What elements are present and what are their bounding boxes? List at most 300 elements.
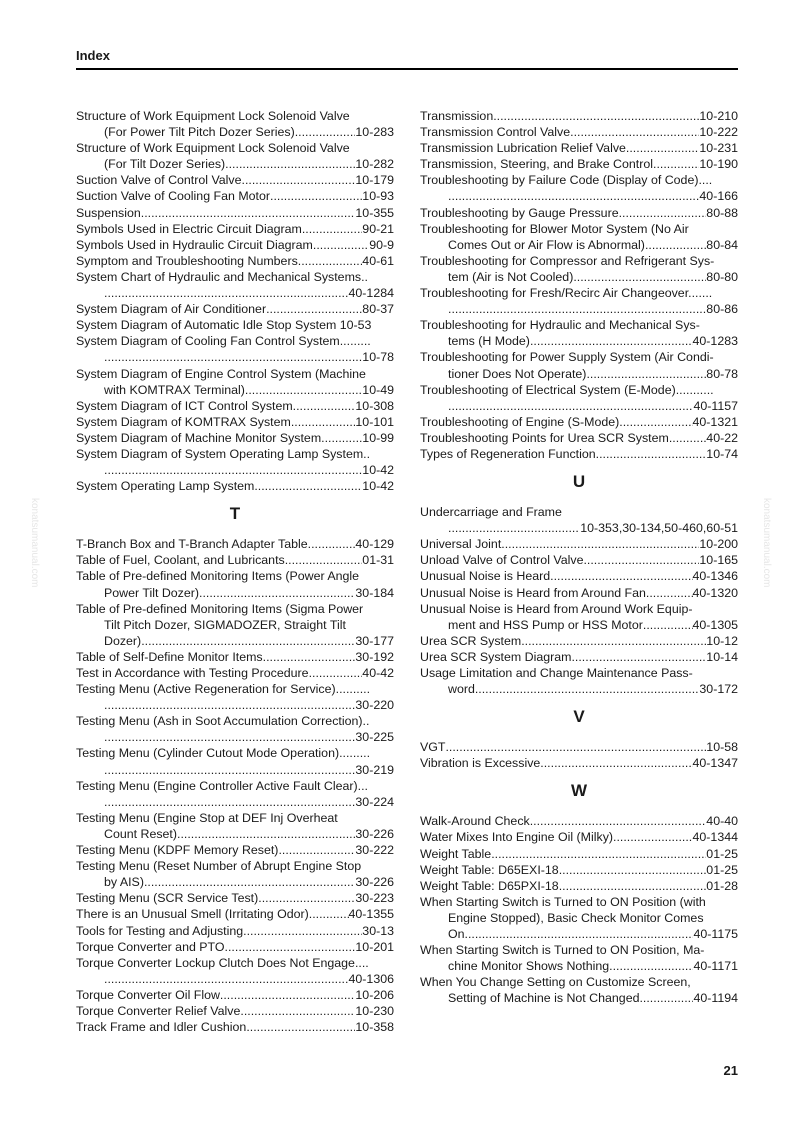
entry-title: Tools for Testing and Adjusting xyxy=(76,923,244,938)
index-entry-line xyxy=(420,221,738,237)
index-entry-line xyxy=(76,681,394,697)
entry-title: Table of Fuel, Coolant, and Lubricants xyxy=(76,553,285,568)
index-entry xyxy=(420,862,738,878)
index-entry xyxy=(76,810,394,842)
entry-title: (For Tilt Dozer Series) xyxy=(104,157,226,172)
index-entry-line xyxy=(420,398,738,414)
entry-title: System Diagram of Automatic Idle Stop System 10-53 xyxy=(76,318,372,333)
index-entry xyxy=(76,939,394,955)
index-entry-line xyxy=(420,188,738,204)
dot-leader xyxy=(240,1003,355,1019)
page-reference[interactable]: 10-190 xyxy=(699,157,738,172)
page-reference[interactable]: 40-1283 xyxy=(692,334,738,349)
index-entry-line xyxy=(420,156,738,172)
dot-leader xyxy=(583,552,699,568)
dot-leader xyxy=(104,285,349,301)
page-reference[interactable]: 40-166 xyxy=(699,189,738,204)
index-entry xyxy=(420,739,738,755)
dot-leader xyxy=(646,585,693,601)
page-reference[interactable]: 90-21 xyxy=(362,221,394,236)
page-reference[interactable]: 90-9 xyxy=(369,237,394,252)
dot-leader xyxy=(246,1019,355,1035)
page-reference[interactable]: 10-42 xyxy=(362,463,394,478)
entry-title: When Starting Switch is Turned to ON Position (with xyxy=(420,894,706,909)
dot-leader xyxy=(104,697,355,713)
header-title: Index xyxy=(76,48,110,63)
page-reference[interactable]: 30-184 xyxy=(355,585,394,600)
index-entry-line xyxy=(76,906,394,922)
page-reference[interactable]: 80-86 xyxy=(706,302,738,317)
entry-title: System Diagram of Engine Control System (Machine xyxy=(76,366,366,381)
index-entry xyxy=(420,536,738,552)
dot-leader xyxy=(308,536,356,552)
index-entry-line xyxy=(76,890,394,906)
entry-title: System Diagram of Air Conditioner xyxy=(76,302,267,317)
index-entry-line xyxy=(420,301,738,317)
page-reference[interactable]: 30-226 xyxy=(355,826,394,841)
entry-title: Setting of Machine is Not Changed xyxy=(448,991,640,1006)
page-reference[interactable]: 01-28 xyxy=(706,878,738,893)
index-entry xyxy=(420,568,738,584)
index-entry xyxy=(420,552,738,568)
index-entry xyxy=(76,1019,394,1035)
page-reference[interactable]: 10-58 xyxy=(706,740,738,755)
page-reference[interactable]: 30-13 xyxy=(362,923,394,938)
index-entry-line xyxy=(76,729,394,745)
index-entry xyxy=(76,906,394,922)
entry-title: Weight Table: D65PXI-18 xyxy=(420,878,559,893)
index-entry-line xyxy=(76,810,394,826)
dot-leader xyxy=(493,108,699,124)
index-section-letter: W xyxy=(570,781,588,801)
page-reference[interactable]: 10-74 xyxy=(706,446,738,461)
index-entry-line xyxy=(76,430,394,446)
dot-leader xyxy=(626,140,699,156)
entry-title: Universal Joint xyxy=(420,537,502,552)
entry-title: Symptom and Troubleshooting Numbers xyxy=(76,253,298,268)
index-entry-line xyxy=(76,778,394,794)
index-entry xyxy=(76,568,394,600)
index-entry-line xyxy=(76,842,394,858)
index-entry xyxy=(420,253,738,285)
entry-title: Structure of Work Equipment Lock Solenoid Valve xyxy=(76,141,350,156)
entry-title: Usage Limitation and Change Maintenance Pass- xyxy=(420,666,693,680)
entry-title: Unusual Noise is Heard from Around Work Equip- xyxy=(420,601,693,616)
index-entry-line xyxy=(420,846,738,862)
entry-title: System Diagram of Cooling Fan Control System......... xyxy=(76,334,371,349)
page-reference[interactable]: 40-1157 xyxy=(693,398,738,413)
entry-title: Suction Valve of Cooling Fan Motor xyxy=(76,189,270,204)
dot-leader xyxy=(220,987,355,1003)
entry-title: Torque Converter Lockup Clutch Does Not Engage.... xyxy=(76,955,369,970)
page-reference[interactable]: 40-42 xyxy=(362,666,394,680)
page-reference[interactable]: 40-1355 xyxy=(348,907,394,922)
page-reference[interactable]: 40-1321 xyxy=(692,414,738,429)
index-entry-line xyxy=(76,552,394,568)
dot-leader xyxy=(559,878,707,894)
page-reference[interactable]: 10-165 xyxy=(699,553,738,568)
index-entry-line xyxy=(420,414,738,430)
index-entry-line xyxy=(420,520,738,536)
index-entry-line xyxy=(76,221,394,237)
index-entry xyxy=(76,366,394,398)
index-entry xyxy=(76,205,394,221)
index-entry xyxy=(76,745,394,777)
index-entry-line xyxy=(420,124,738,140)
index-entry xyxy=(420,221,738,253)
page-reference[interactable]: 10-179 xyxy=(355,173,394,188)
entry-title: word xyxy=(448,682,475,697)
entry-title: Suction Valve of Control Valve xyxy=(76,173,242,188)
entry-title: Testing Menu (Ash in Soot Accumulation Correction).. xyxy=(76,714,370,729)
index-entry xyxy=(420,446,738,462)
page-reference[interactable]: 40-1305 xyxy=(692,617,738,632)
entry-title: Troubleshooting for Hydraulic and Mechanical Sys- xyxy=(420,318,700,333)
entry-title: Testing Menu (Engine Controller Active Fault Clear)... xyxy=(76,778,368,793)
index-section-letter: V xyxy=(573,707,585,727)
dot-leader xyxy=(104,794,355,810)
index-entry-line xyxy=(76,108,394,124)
page-reference[interactable]: 30-220 xyxy=(355,698,394,713)
entry-title: Troubleshooting for Fresh/Recirc Air Changeover....... xyxy=(420,286,713,301)
page-reference[interactable]: 40-1284 xyxy=(348,286,394,301)
index-entry xyxy=(420,349,738,381)
index-entry xyxy=(76,842,394,858)
index-entry xyxy=(76,478,394,494)
dot-leader xyxy=(550,568,692,584)
index-entry-line xyxy=(420,536,738,552)
page-reference[interactable]: 30-224 xyxy=(355,794,394,809)
index-entry xyxy=(420,317,738,349)
entry-title: Unusual Noise is Heard from Around Fan xyxy=(420,585,646,600)
index-entry-line xyxy=(76,478,394,494)
index-entry-line xyxy=(420,317,738,333)
entry-title: tioner Does Not Operate) xyxy=(448,366,587,381)
dot-leader xyxy=(295,124,356,140)
dot-leader xyxy=(596,446,707,462)
index-entry-line xyxy=(420,942,738,958)
dot-leader xyxy=(448,301,706,317)
entry-title: Testing Menu (Cylinder Cutout Mode Operation)......... xyxy=(76,746,371,761)
index-entry xyxy=(76,713,394,745)
page-reference[interactable]: 80-78 xyxy=(706,366,738,381)
dot-leader xyxy=(475,681,700,697)
page-reference[interactable]: 30-223 xyxy=(355,891,394,906)
index-entry-line xyxy=(76,124,394,140)
index-entry-line xyxy=(420,366,738,382)
page-reference[interactable]: 40-61 xyxy=(362,253,394,268)
page-reference[interactable]: 01-25 xyxy=(706,846,738,861)
index-entry xyxy=(76,430,394,446)
entry-title: Unload Valve of Control Valve xyxy=(420,553,584,568)
dot-leader xyxy=(530,333,693,349)
index-entry-line xyxy=(420,253,738,269)
entry-title: Troubleshooting of Electrical System (E-Mode)........... xyxy=(420,382,714,397)
index-entry-line xyxy=(420,739,738,755)
page-reference[interactable]: 01-31 xyxy=(362,553,394,568)
index-entry-line xyxy=(76,398,394,414)
entry-title: Walk-Around Check xyxy=(420,814,530,829)
dot-leader xyxy=(254,478,362,494)
entry-title: Weight Table: D65EXI-18 xyxy=(420,862,559,877)
entry-title: Count Reset) xyxy=(104,826,178,841)
page-reference[interactable]: 40-1194 xyxy=(693,991,738,1006)
index-entry xyxy=(420,156,738,172)
page-reference[interactable]: 30-225 xyxy=(355,730,394,745)
dot-leader xyxy=(448,398,693,414)
dot-leader xyxy=(573,269,706,285)
page-reference[interactable]: 40-1175 xyxy=(693,927,738,942)
dot-leader xyxy=(104,762,355,778)
index-entry-line xyxy=(76,156,394,172)
index-entry xyxy=(420,585,738,601)
index-entry-line xyxy=(420,446,738,462)
page-reference[interactable]: 10-231 xyxy=(699,141,738,156)
dot-leader xyxy=(144,874,355,890)
page-number: 21 xyxy=(723,1063,738,1078)
index-entry-line xyxy=(420,649,738,665)
dot-leader xyxy=(445,739,706,755)
page-reference[interactable]: 30-177 xyxy=(355,633,394,648)
entry-title: Suspension xyxy=(76,205,141,220)
index-entry-line xyxy=(420,585,738,601)
index-entry xyxy=(76,446,394,478)
index-entry-line xyxy=(420,633,738,649)
page-reference[interactable]: 10-200 xyxy=(699,537,738,552)
entry-title: Power Tilt Dozer) xyxy=(104,585,200,600)
dot-leader xyxy=(302,221,362,237)
page-reference[interactable]: 10-206 xyxy=(355,987,394,1002)
index-entry xyxy=(76,108,394,140)
index-entry-line xyxy=(76,1003,394,1019)
page-reference[interactable]: 10-201 xyxy=(355,939,394,954)
index-entry-line xyxy=(76,349,394,365)
dot-leader xyxy=(313,237,369,253)
index-entry-line xyxy=(76,382,394,398)
entry-title: System Chart of Hydraulic and Mechanical Systems.. xyxy=(76,269,368,284)
dot-leader xyxy=(242,172,356,188)
index-entry-line xyxy=(76,649,394,665)
page-reference[interactable]: 40-1171 xyxy=(693,959,738,974)
entry-title: Table of Pre-defined Monitoring Items (Sigma Power xyxy=(76,601,364,616)
page-reference[interactable]: 40-129 xyxy=(355,537,394,552)
entry-title: chine Monitor Shows Nothing xyxy=(448,959,610,974)
page-reference[interactable]: 10-93 xyxy=(362,189,394,204)
page-reference[interactable]: 30-172 xyxy=(699,682,738,697)
page-reference[interactable]: 40-1346 xyxy=(692,569,738,584)
page-reference[interactable]: 10-355 xyxy=(355,205,394,220)
index-entry xyxy=(420,755,738,771)
entry-title: Transmission, Steering, and Brake Control xyxy=(420,157,654,172)
page-reference[interactable]: 30-192 xyxy=(355,649,394,664)
index-entry-line xyxy=(76,188,394,204)
entry-title: When Starting Switch is Turned to ON Position, Ma- xyxy=(420,943,705,958)
index-entry-line xyxy=(76,333,394,349)
index-column-right xyxy=(420,108,738,1007)
index-entry-line xyxy=(420,617,738,633)
entry-title: There is an Unusual Smell (Irritating Odor) xyxy=(76,907,309,922)
entry-title: Urea SCR System xyxy=(420,633,522,648)
entry-title: ment and HSS Pump or HSS Motor xyxy=(448,617,643,632)
index-entry-line xyxy=(76,536,394,552)
index-entry-line xyxy=(76,697,394,713)
index-entry xyxy=(76,923,394,939)
page-reference[interactable]: 10-353,30-134,50-460,60-51 xyxy=(580,521,738,536)
index-entry-line xyxy=(420,504,738,520)
page-reference[interactable]: 10-283 xyxy=(355,125,394,140)
index-entry-line xyxy=(76,462,394,478)
index-entry xyxy=(76,172,394,188)
dot-leader xyxy=(309,665,363,681)
page-reference[interactable]: 40-1320 xyxy=(692,585,738,600)
page-reference[interactable]: 80-88 xyxy=(706,205,738,220)
index-entry-line xyxy=(420,665,738,681)
index-entry-line xyxy=(420,755,738,771)
index-entry-line xyxy=(420,285,738,301)
index-entry-line xyxy=(76,253,394,269)
page-reference[interactable]: 10-14 xyxy=(706,649,738,664)
page-reference[interactable]: 10-99 xyxy=(362,430,394,445)
index-entry xyxy=(420,414,738,430)
index-column-left xyxy=(76,108,394,1035)
dot-leader xyxy=(448,520,580,536)
entry-title: Structure of Work Equipment Lock Solenoid Valve xyxy=(76,109,350,123)
index-entry xyxy=(76,552,394,568)
index-entry-line xyxy=(420,140,738,156)
dot-leader xyxy=(643,617,693,633)
page-reference[interactable]: 10-230 xyxy=(355,1003,394,1018)
index-entry xyxy=(420,504,738,536)
index-entry xyxy=(76,987,394,1003)
page-reference[interactable]: 30-219 xyxy=(355,762,394,777)
page-reference[interactable]: 10-222 xyxy=(699,125,738,140)
index-entry xyxy=(76,414,394,430)
dot-leader xyxy=(669,430,706,446)
dot-leader xyxy=(141,205,356,221)
entry-title: VGT xyxy=(420,740,446,755)
page-reference[interactable]: 80-84 xyxy=(706,237,738,252)
page-reference[interactable]: 40-1347 xyxy=(692,756,738,771)
index-entry-line xyxy=(76,585,394,601)
page-reference[interactable]: 10-12 xyxy=(706,633,738,648)
index-entry xyxy=(420,665,738,697)
index-entry-line xyxy=(76,939,394,955)
index-section-letter: U xyxy=(572,472,586,492)
entry-title: Types of Regeneration Function xyxy=(420,446,596,461)
dot-leader xyxy=(141,633,355,649)
index-entry-line xyxy=(420,878,738,894)
index-entry xyxy=(76,955,394,987)
entry-title: Transmission Lubrication Relief Valve xyxy=(420,141,626,156)
index-entry-line xyxy=(76,665,394,681)
page-reference[interactable]: 40-1306 xyxy=(348,971,394,986)
page-reference[interactable]: 10-101 xyxy=(355,414,394,429)
page-reference[interactable]: 80-37 xyxy=(362,302,394,317)
dot-leader xyxy=(298,253,363,269)
index-entry xyxy=(420,430,738,446)
dot-leader xyxy=(266,301,362,317)
index-entry-line xyxy=(420,205,738,221)
index-entry xyxy=(420,649,738,665)
index-entry-line xyxy=(420,862,738,878)
page-reference[interactable]: 10-49 xyxy=(362,382,394,397)
index-entry-line xyxy=(76,269,394,285)
index-entry xyxy=(420,894,738,942)
index-entry-line xyxy=(420,910,738,926)
dot-leader xyxy=(225,156,355,172)
page-reference[interactable]: 10-42 xyxy=(362,479,394,494)
entry-title: Tilt Pitch Dozer, SIGMADOZER, Straight Tilt xyxy=(104,617,346,632)
entry-title: Dozer) xyxy=(104,633,142,648)
index-entry xyxy=(76,890,394,906)
index-entry-line xyxy=(420,269,738,285)
dot-leader xyxy=(321,430,362,446)
dot-leader xyxy=(104,971,349,987)
index-entry xyxy=(76,301,394,317)
index-entry xyxy=(76,269,394,301)
index-entry-line xyxy=(76,762,394,778)
dot-leader xyxy=(571,649,706,665)
index-entry xyxy=(76,398,394,414)
entry-title: System Diagram of System Operating Lamp System.. xyxy=(76,446,371,461)
index-entry-line xyxy=(420,349,738,365)
entry-title: On xyxy=(448,927,465,942)
dot-leader xyxy=(199,585,355,601)
dot-leader xyxy=(278,842,355,858)
dot-leader xyxy=(540,755,692,771)
entry-title: with KOMTRAX Terminal) xyxy=(104,382,245,397)
entry-title: Transmission xyxy=(420,109,494,123)
page-reference[interactable]: 10-358 xyxy=(355,1020,394,1035)
dot-leader xyxy=(586,366,706,382)
page-reference[interactable]: 10-210 xyxy=(699,109,738,123)
page-reference[interactable]: 01-25 xyxy=(706,862,738,877)
page-reference[interactable]: 40-40 xyxy=(706,814,738,829)
index-entry-line xyxy=(420,552,738,568)
entry-title: Troubleshooting for Blower Motor System (No Air xyxy=(420,221,689,236)
index-entry-line xyxy=(76,617,394,633)
dot-leader xyxy=(293,398,356,414)
index-entry-line xyxy=(76,237,394,253)
index-entry-line xyxy=(420,829,738,845)
page-reference[interactable]: 80-80 xyxy=(706,269,738,284)
index-entry xyxy=(420,878,738,894)
entry-title: Unusual Noise is Heard xyxy=(420,569,551,584)
page-header xyxy=(76,48,738,70)
index-entry-line xyxy=(76,826,394,842)
dot-leader xyxy=(225,939,356,955)
page-reference[interactable]: 10-282 xyxy=(355,157,394,172)
index-entry-line xyxy=(76,794,394,810)
index-entry xyxy=(420,974,738,1006)
dot-leader xyxy=(639,990,693,1006)
index-entry xyxy=(76,140,394,172)
page-reference[interactable]: 30-226 xyxy=(355,875,394,890)
page-reference[interactable]: 10-78 xyxy=(362,350,394,365)
index-entry xyxy=(76,536,394,552)
dot-leader xyxy=(559,862,707,878)
dot-leader xyxy=(530,813,707,829)
dot-leader xyxy=(613,829,692,845)
page-reference[interactable]: 40-1344 xyxy=(692,830,738,845)
page-reference[interactable]: 10-308 xyxy=(355,398,394,413)
index-entry xyxy=(420,846,738,862)
index-entry-line xyxy=(420,108,738,124)
entry-title: Comes Out or Air Flow is Abnormal) xyxy=(448,237,645,252)
page-reference[interactable]: 30-222 xyxy=(355,843,394,858)
index-entry-line xyxy=(76,923,394,939)
page-reference[interactable]: 40-22 xyxy=(706,430,738,445)
